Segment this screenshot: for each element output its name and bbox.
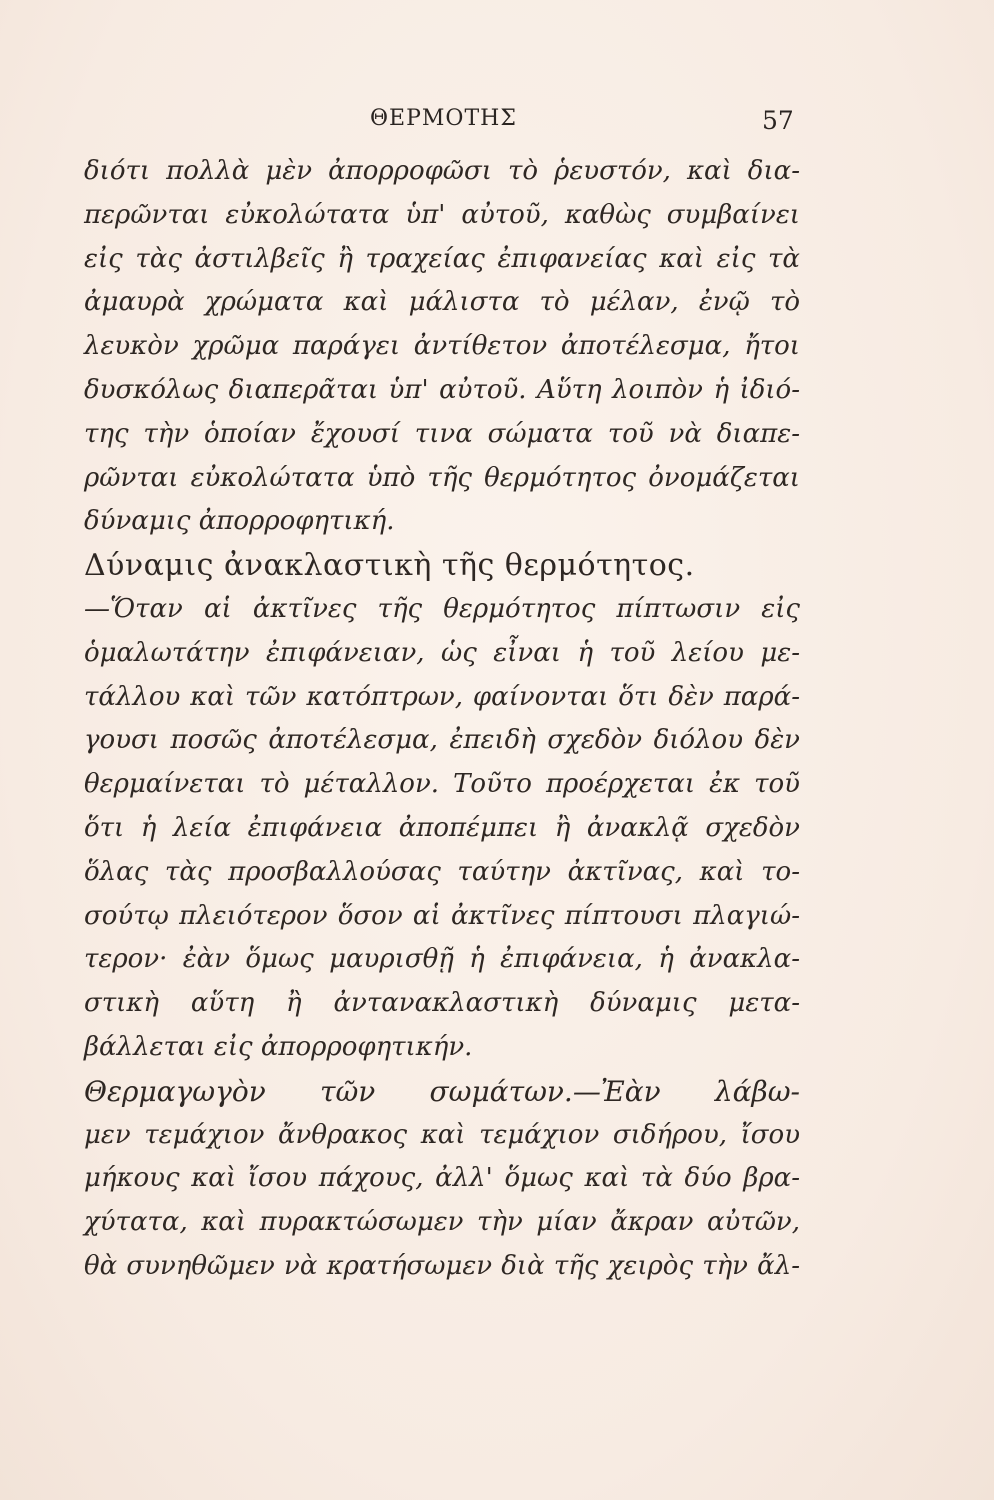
text-line: ὁμαλωτάτην ἐπιφάνειαν, ὡς εἶναι ἡ τοῦ λείου με- (84, 637, 800, 668)
section-heading-text: Θερμαγωγὸν τῶν σωμάτων.—Ἐὰν λάβω- (84, 1074, 800, 1108)
text-line: της τὴν ὁποίαν ἔχουσί τινα σώματα τοῦ νὰ διαπε- (84, 418, 800, 449)
text-line: τερον· ἐὰν ὅμως μαυρισθῇ ἡ ἐπιφάνεια, ἡ ἀνακλα- (84, 944, 800, 975)
running-head (0, 100, 994, 140)
text-line: στικὴ αὕτη ἢ ἀντανακλαστικὴ δύναμις μετα- (84, 988, 800, 1019)
text-line: —Ὅταν αἱ ἀκτῖνες τῆς θερμότητος πίπτωσιν εἰς (84, 593, 800, 624)
text-line: εἰς τὰς ἀστιλβεῖς ἢ τραχείας ἐπιφανείας καὶ εἰς τὰ (84, 243, 800, 274)
text-line: θερμαίνεται τὸ μέταλλον. Τοῦτο προέρχεται ἐκ τοῦ (84, 769, 800, 800)
text-line: δυσκόλως διαπερᾶται ὑπ' αὐτοῦ. Αὕτη λοιπὸν ἡ ἰδιό- (84, 374, 800, 405)
section-heading-reflective-power (84, 544, 800, 588)
text-line: μεν τεμάχιον ἄνθρακος καὶ τεμάχιον σιδήρου, ἴσου (84, 1119, 800, 1150)
text-line: χύτατα, καὶ πυρακτώσωμεν τὴν μίαν ἄκραν αὐτῶν, (84, 1207, 800, 1238)
page-number: 57 (762, 106, 794, 135)
body-text (84, 150, 800, 1289)
text-line: περῶνται εὐκολώτατα ὑπ' αὐτοῦ, καθὼς συμβαίνει (84, 199, 800, 230)
text-line: θὰ συνηθῶμεν νὰ κρατήσωμεν διὰ τῆς χειρὸς τὴν ἄλ- (84, 1250, 800, 1281)
text-line: γουσι ποσῶς ἀποτέλεσμα, ἐπειδὴ σχεδὸν διόλου δὲν (84, 725, 800, 756)
text-line: λευκὸν χρῶμα παράγει ἀντίθετον ἀποτέλεσμα, ἤτοι (84, 331, 800, 362)
text-line: διότι πολλὰ μὲν ἀπορροφῶσι τὸ ῥευστόν, καὶ δια- (84, 156, 800, 186)
section-heading-text: Δύναμις ἀνακλαστικὴ τῆς θερμότητος. (84, 548, 695, 584)
text-line: ὅλας τὰς προσβαλλούσας ταύτην ἀκτῖνας, καὶ το- (84, 856, 800, 887)
text-line: ἀμαυρὰ χρώματα καὶ μάλιστα τὸ μέλαν, ἐνῷ τὸ (84, 287, 800, 318)
text-line: τάλλου καὶ τῶν κατόπτρων, φαίνονται ὅτι δὲν παρά- (84, 681, 800, 712)
section-heading-conductivity (84, 1070, 800, 1114)
text-line: δύναμις ἀπορροφητική. (84, 506, 395, 537)
text-line: ὅτι ἡ λεία ἐπιφάνεια ἀποπέμπει ἢ ἀνακλᾷ σχεδὸν (84, 812, 800, 843)
running-head-title: ΘΕΡΜΟΤΗΣ (370, 106, 517, 131)
text-line: ρῶνται εὐκολώτατα ὑπὸ τῆς θερμότητος ὀνομάζεται (84, 462, 800, 493)
text-line: μήκους καὶ ἴσου πάχους, ἀλλ' ὅμως καὶ τὰ δύο βρα- (84, 1163, 800, 1194)
text-line: βάλλεται εἰς ἀπορροφητικήν. (84, 1031, 473, 1062)
text-line: σούτῳ πλειότερον ὅσον αἱ ἀκτῖνες πίπτουσι πλαγιώ- (84, 900, 800, 931)
